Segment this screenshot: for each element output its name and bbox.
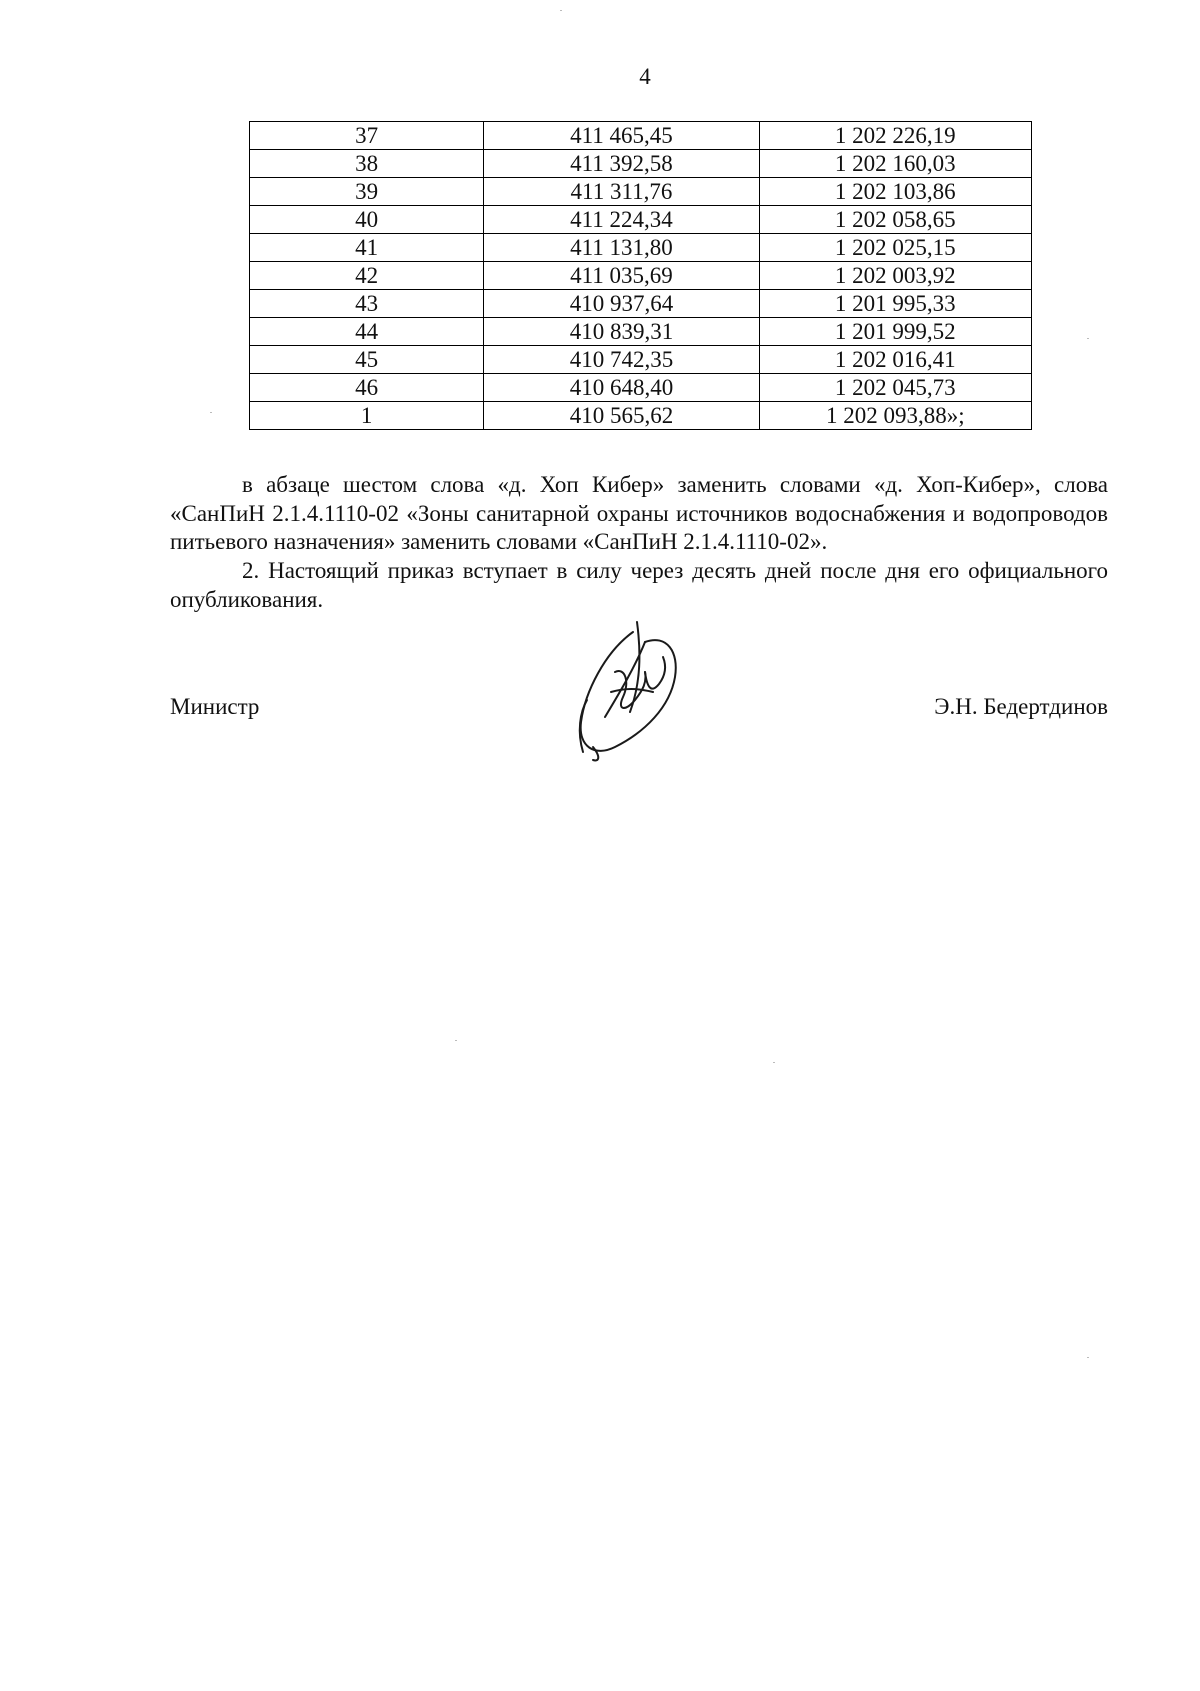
y-coordinate-cell: 1 202 016,41	[759, 346, 1031, 374]
scan-speck	[1087, 1357, 1089, 1358]
x-coordinate-cell: 410 839,31	[484, 318, 759, 346]
x-coordinate-cell: 411 392,58	[484, 150, 759, 178]
y-coordinate-cell: 1 202 103,86	[759, 178, 1031, 206]
handwritten-signature	[575, 612, 705, 762]
point-number-cell: 41	[250, 234, 484, 262]
table-row	[250, 122, 1032, 150]
signer-position: Министр	[170, 694, 260, 719]
effective-date-paragraph: 2. Настоящий приказ вступает в силу через десять дней после дня его официального опубликования.	[170, 558, 1108, 612]
y-coordinate-cell: 1 202 160,03	[759, 150, 1031, 178]
x-coordinate-cell: 410 742,35	[484, 346, 759, 374]
point-number-cell: 46	[250, 374, 484, 402]
signer-name: Э.Н. Бедертдинов	[934, 694, 1108, 719]
point-number-cell: 39	[250, 178, 484, 206]
scan-speck	[1087, 338, 1089, 339]
y-coordinate-cell: 1 202 093,88»;	[759, 402, 1031, 430]
point-number-cell: 37	[250, 122, 484, 150]
x-coordinate-cell: 410 937,64	[484, 290, 759, 318]
scan-speck	[210, 412, 212, 413]
x-coordinate-cell: 411 131,80	[484, 234, 759, 262]
y-coordinate-cell: 1 202 003,92	[759, 262, 1031, 290]
table-row	[250, 402, 1032, 430]
page-number: 4	[639, 64, 651, 89]
x-coordinate-cell: 410 565,62	[484, 402, 759, 430]
point-number-cell: 43	[250, 290, 484, 318]
y-coordinate-cell: 1 202 045,73	[759, 374, 1031, 402]
table-row	[250, 318, 1032, 346]
x-coordinate-cell: 411 465,45	[484, 122, 759, 150]
y-coordinate-cell: 1 202 025,15	[759, 234, 1031, 262]
point-number-cell: 38	[250, 150, 484, 178]
coordinates-table-body	[250, 122, 1032, 430]
table-row	[250, 290, 1032, 318]
point-number-cell: 44	[250, 318, 484, 346]
point-number-cell: 1	[250, 402, 484, 430]
x-coordinate-cell: 411 311,76	[484, 178, 759, 206]
point-number-cell: 40	[250, 206, 484, 234]
scan-speck	[560, 10, 562, 11]
y-coordinate-cell: 1 202 226,19	[759, 122, 1031, 150]
x-coordinate-cell: 411 035,69	[484, 262, 759, 290]
table-row	[250, 150, 1032, 178]
table-row	[250, 234, 1032, 262]
x-coordinate-cell: 410 648,40	[484, 374, 759, 402]
table-row	[250, 178, 1032, 206]
table-row	[250, 206, 1032, 234]
table-row	[250, 374, 1032, 402]
point-number-cell: 45	[250, 346, 484, 374]
coordinates-table	[249, 121, 1032, 430]
point-number-cell: 42	[250, 262, 484, 290]
table-row	[250, 262, 1032, 290]
scan-speck	[455, 1040, 457, 1041]
scan-speck	[773, 1062, 775, 1063]
x-coordinate-cell: 411 224,34	[484, 206, 759, 234]
table-row	[250, 346, 1032, 374]
y-coordinate-cell: 1 201 999,52	[759, 318, 1031, 346]
y-coordinate-cell: 1 201 995,33	[759, 290, 1031, 318]
amendment-paragraph: в абзаце шестом слова «д. Хоп Кибер» заменить словами «д. Хоп-Кибер», слова «СанПиН 2.1.4.1110-02 «Зоны санитарной охраны источников водоснабжения и водопроводов питьевого назначения» заменить словами «СанПиН 2.1.4.1110-02».	[170, 472, 1108, 554]
y-coordinate-cell: 1 202 058,65	[759, 206, 1031, 234]
